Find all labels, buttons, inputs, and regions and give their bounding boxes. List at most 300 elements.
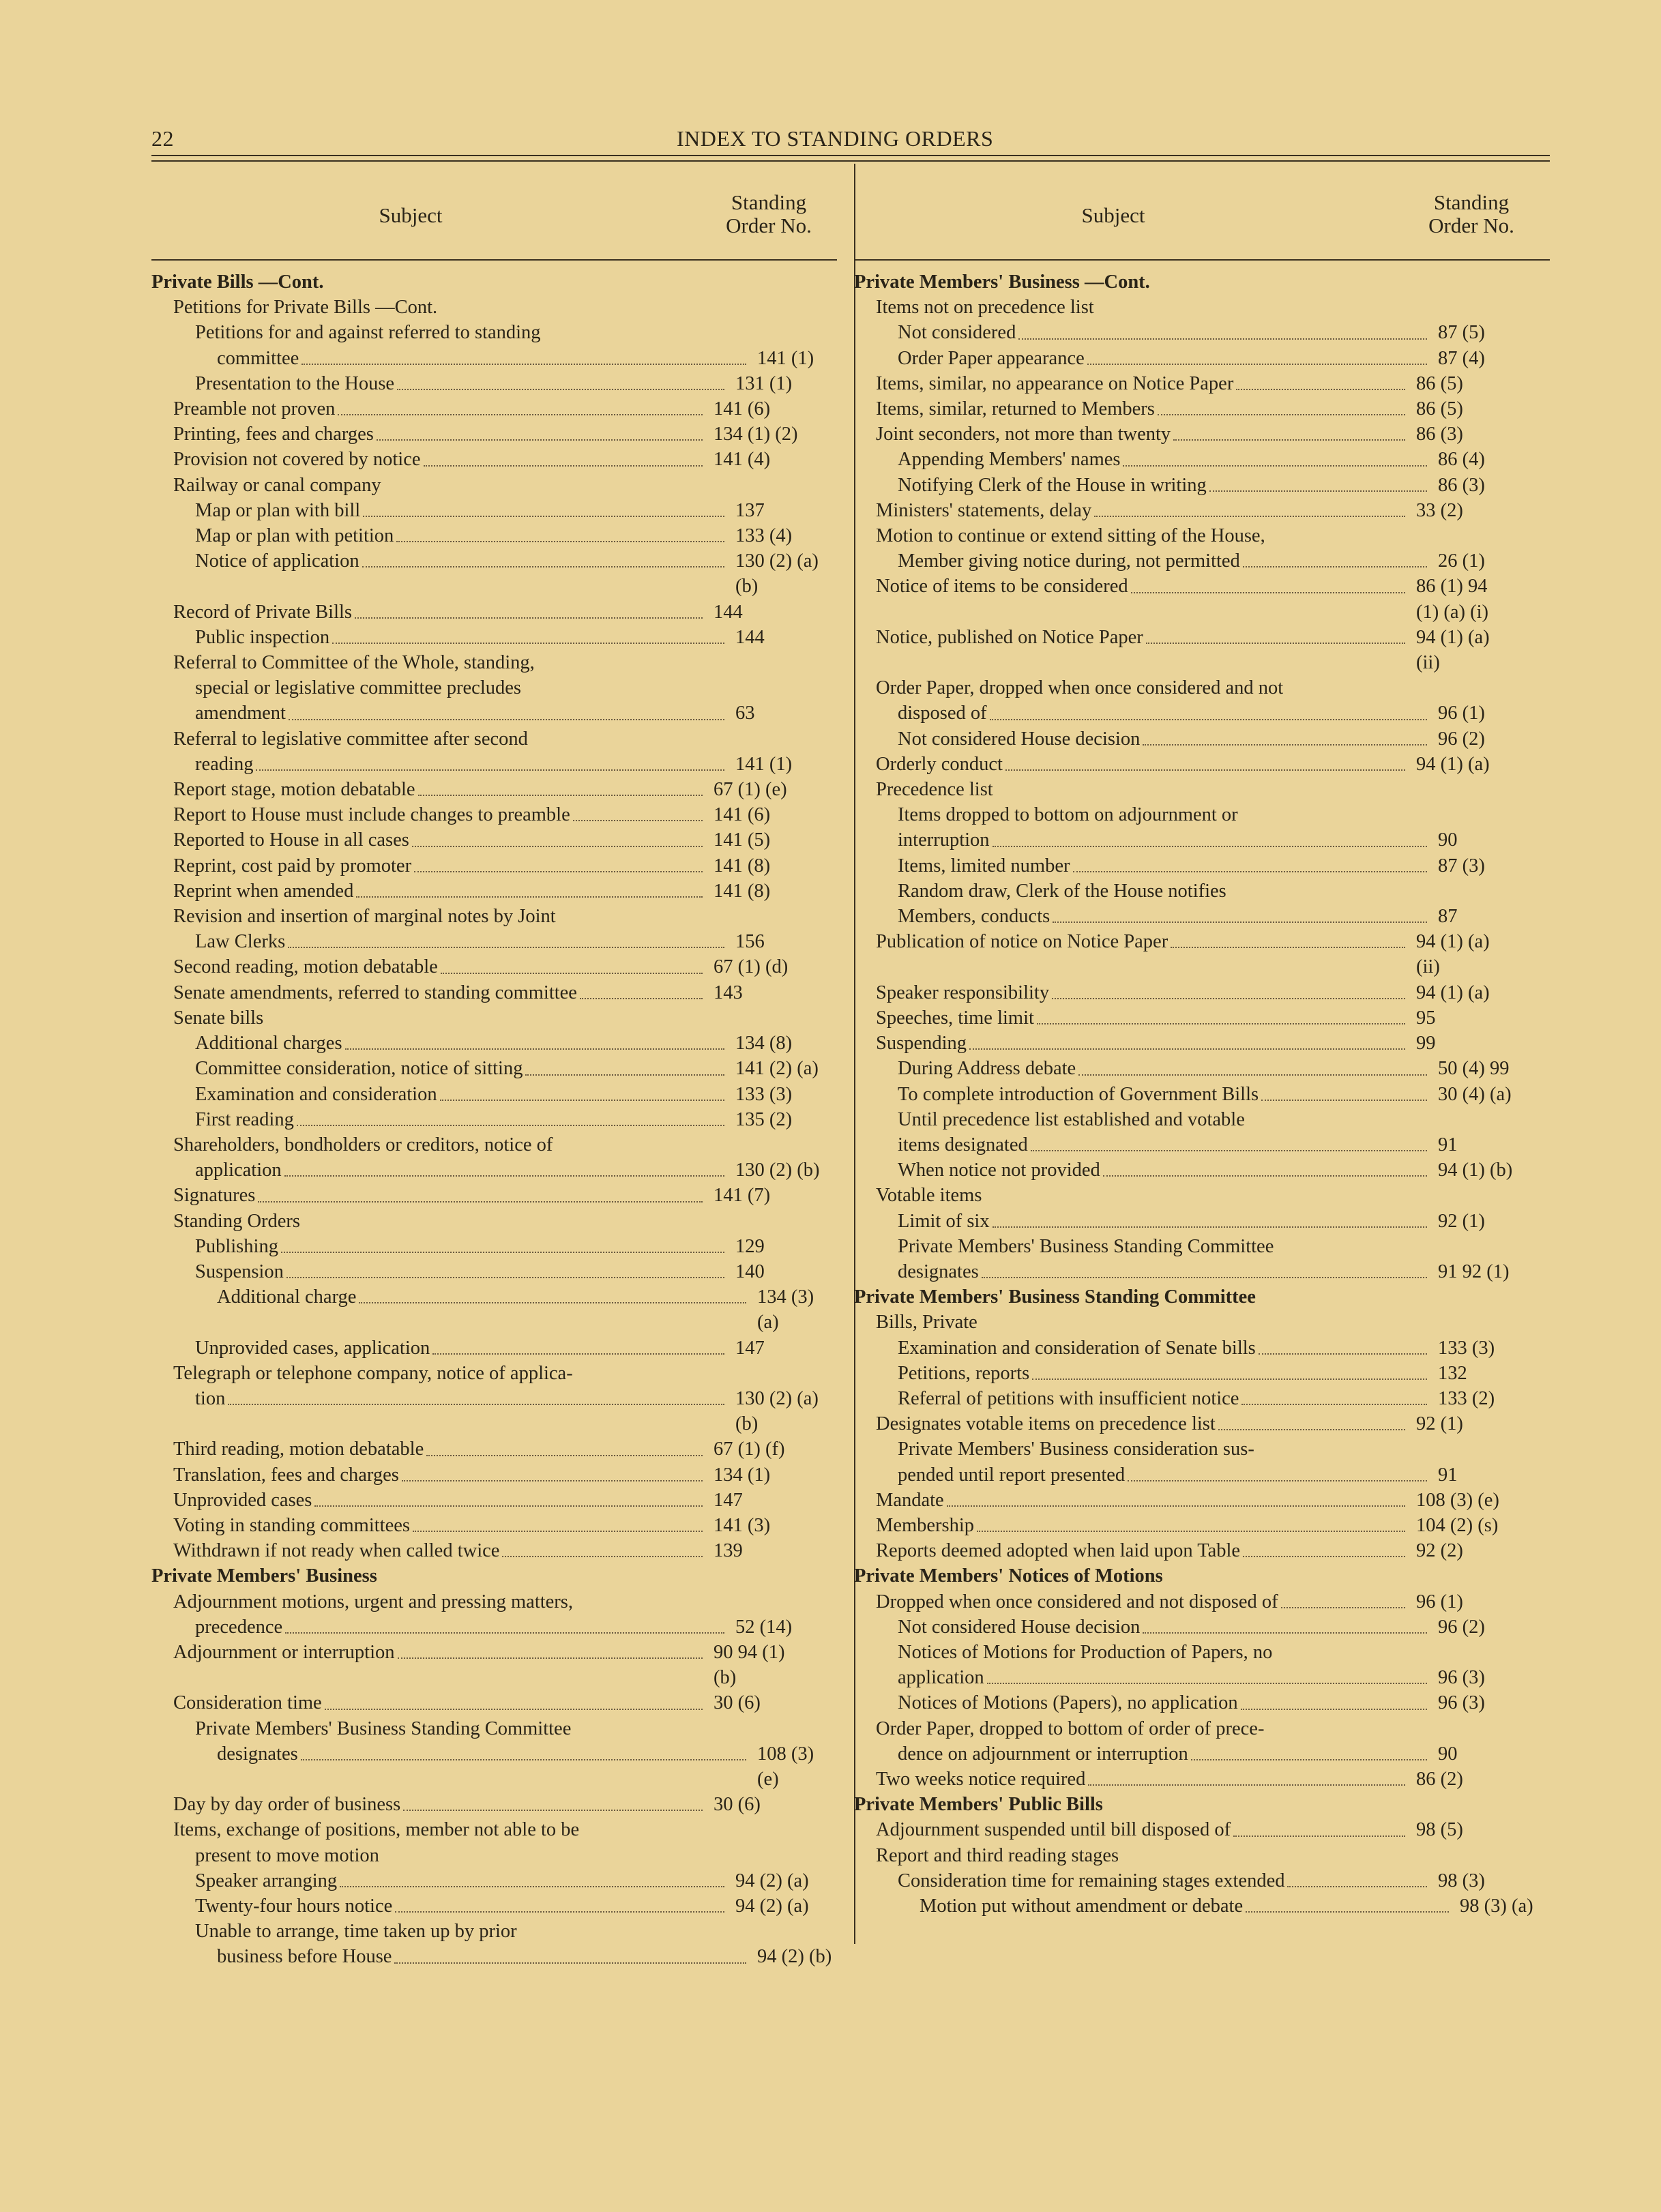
entry-label: Consideration time for remaining stages extended xyxy=(898,1870,1285,1891)
index-entry xyxy=(854,879,1540,904)
entry-label: Items, similar, no appearance on Notice Paper xyxy=(876,372,1234,394)
entry-subject xyxy=(854,1132,1430,1157)
entry-order-number: 141 (5) xyxy=(714,829,771,851)
entry-subject xyxy=(151,1893,727,1919)
entry-order-number: 96 (2) xyxy=(1438,728,1485,750)
index-entry xyxy=(854,726,1540,752)
entry-heading: Private Members' Business xyxy=(151,1565,377,1587)
entry-subject xyxy=(854,1259,1430,1284)
index-entry xyxy=(151,701,837,726)
index-entry xyxy=(151,1031,837,1056)
entry-subject xyxy=(854,1462,1430,1488)
index-entry xyxy=(151,498,837,523)
index-entry xyxy=(854,980,1540,1005)
entry-subject xyxy=(151,1640,705,1665)
index-entry xyxy=(854,1005,1540,1031)
leader-dots xyxy=(1037,1005,1405,1024)
entry-subject xyxy=(854,1741,1430,1767)
leader-dots xyxy=(1281,1589,1405,1608)
entry-subject xyxy=(151,1944,749,1969)
entry-label: Two weeks notice required xyxy=(876,1768,1086,1790)
entry-subject xyxy=(854,1690,1430,1715)
entry-order-number: 141 (1) xyxy=(757,347,814,369)
entry-label: When notice not provided xyxy=(898,1160,1100,1181)
entry-subject xyxy=(151,1336,727,1361)
entry-order-number: 141 (6) xyxy=(714,804,771,826)
entry-order-number: 87 (3) xyxy=(1438,855,1485,876)
entry-subject xyxy=(151,1589,705,1614)
entry-order-number: 67 (1) (d) xyxy=(714,956,789,978)
entry-label: Senate bills xyxy=(173,1007,264,1029)
standing-order-header xyxy=(1393,191,1550,237)
entry-subject xyxy=(151,1868,727,1893)
entry-subject xyxy=(854,827,1430,853)
entry-label: Telegraph or telephone company, notice of applica- xyxy=(173,1362,573,1384)
index-entry xyxy=(854,295,1540,320)
leader-dots xyxy=(1218,1411,1405,1430)
entry-label: Private Members' Business Standing Committee xyxy=(898,1235,1274,1257)
index-entry xyxy=(151,473,837,498)
entry-order-number: (b) xyxy=(735,576,759,598)
entry-order-number: 140 xyxy=(735,1260,765,1282)
leader-dots xyxy=(356,879,703,898)
standing-order-header-line2: Order No. xyxy=(726,213,812,237)
index-entry xyxy=(854,1792,1540,1817)
leader-dots xyxy=(418,777,703,796)
entry-subject xyxy=(151,320,727,345)
entry-label: Publication of notice on Notice Paper xyxy=(876,931,1168,953)
entry-subject xyxy=(151,1716,727,1741)
leader-dots xyxy=(363,498,724,517)
entry-subject xyxy=(151,1436,705,1462)
index-entry xyxy=(151,929,837,954)
leader-dots xyxy=(1088,1767,1405,1786)
entry-subject xyxy=(151,701,727,726)
leader-dots xyxy=(297,1107,724,1126)
leader-dots xyxy=(258,1183,703,1202)
entry-order-number: 131 (1) xyxy=(735,372,793,394)
entry-subject xyxy=(854,879,1430,904)
entry-subject xyxy=(854,269,1386,295)
entry-subject xyxy=(151,1157,727,1183)
entry-subject xyxy=(151,726,705,752)
entry-label: pended until report presented xyxy=(898,1464,1126,1486)
leader-dots xyxy=(1018,320,1427,339)
entry-subject xyxy=(151,1259,727,1284)
entry-label: Bills, Private xyxy=(876,1312,978,1333)
leader-dots xyxy=(993,1209,1427,1228)
leader-dots xyxy=(1241,1690,1427,1709)
entry-label: business before House xyxy=(217,1946,392,1968)
entry-subject xyxy=(854,1614,1430,1640)
entry-subject xyxy=(854,1310,1408,1335)
entry-order-number: 130 (2) (a) xyxy=(735,1387,819,1409)
entry-subject xyxy=(854,1563,1386,1589)
index-entry xyxy=(854,523,1540,548)
index-entry xyxy=(151,1361,837,1386)
index-entry xyxy=(854,1436,1540,1462)
entry-label: Unable to arrange, time taken up by prior xyxy=(195,1921,517,1943)
entry-label: Reports deemed adopted when laid upon Table xyxy=(876,1540,1241,1562)
entry-label: special or legislative committee precludes xyxy=(195,677,521,699)
entry-order-number: 130 (2) (b) xyxy=(735,1160,820,1181)
entry-order-number: 91 92 (1) xyxy=(1438,1260,1510,1282)
entry-subject xyxy=(854,1411,1408,1436)
entry-order-number: 147 xyxy=(735,1337,765,1359)
entry-subject xyxy=(854,295,1408,320)
index-entry xyxy=(854,1310,1540,1335)
entry-label: Votable items xyxy=(876,1185,982,1207)
leader-dots xyxy=(1053,904,1427,923)
entry-order-number: 96 (2) xyxy=(1438,1616,1485,1638)
index-entry xyxy=(854,1589,1540,1614)
index-entry xyxy=(151,1792,837,1817)
leader-dots xyxy=(302,346,746,365)
entry-label: Committee consideration, notice of sitting xyxy=(195,1058,523,1080)
entry-label: Additional charges xyxy=(195,1033,342,1055)
entry-subject xyxy=(854,1817,1408,1842)
leader-dots xyxy=(969,1031,1405,1050)
entry-label: committee xyxy=(217,347,299,369)
entry-order-number: 94 (2) (b) xyxy=(757,1946,832,1968)
leader-dots xyxy=(285,1614,724,1634)
entry-order-number: 133 (4) xyxy=(735,525,793,547)
leader-dots xyxy=(228,1386,724,1405)
index-entry xyxy=(854,1209,1540,1234)
entry-subject xyxy=(854,548,1430,574)
entry-label: Referral of petitions with insufficient notice xyxy=(898,1387,1239,1409)
entry-order-number: 94 (1) (a) xyxy=(1416,931,1490,953)
index-entry xyxy=(151,726,837,752)
leader-dots xyxy=(1143,726,1427,746)
left-column-header xyxy=(151,164,837,259)
entry-order-number: 134 (8) xyxy=(735,1033,793,1055)
entry-subject xyxy=(854,929,1408,954)
entry-subject xyxy=(854,1336,1430,1361)
entry-label: present to move motion xyxy=(195,1844,379,1866)
leader-dots xyxy=(359,1284,746,1303)
entry-subject xyxy=(854,726,1430,752)
entry-order-number: 134 (1) (2) xyxy=(714,424,798,445)
entry-subject xyxy=(151,1361,705,1386)
entry-order-number: 98 (5) xyxy=(1416,1819,1463,1841)
entry-order-number: 141 (6) xyxy=(714,398,771,420)
leader-dots xyxy=(377,422,703,441)
entry-subject xyxy=(854,1513,1408,1538)
leader-dots xyxy=(332,625,724,644)
index-entry xyxy=(854,1056,1540,1081)
index-entry xyxy=(151,1209,837,1234)
leader-dots xyxy=(1128,1462,1427,1481)
leader-dots xyxy=(424,447,703,466)
leader-dots xyxy=(345,1031,724,1050)
entry-subject xyxy=(854,625,1408,650)
index-entry xyxy=(854,1868,1540,1893)
entry-subject xyxy=(854,701,1430,726)
index-entry xyxy=(854,701,1540,726)
leader-dots xyxy=(441,954,703,973)
index-page xyxy=(151,0,1550,2212)
entry-label: Appending Members' names xyxy=(898,449,1121,471)
entry-label: Notifying Clerk of the House in writing xyxy=(898,474,1207,496)
entry-label: Unprovided cases xyxy=(173,1489,312,1511)
entry-label: designates xyxy=(217,1743,298,1765)
index-entry xyxy=(854,600,1540,625)
entry-label: Orderly conduct xyxy=(876,753,1003,775)
entry-subject xyxy=(151,498,727,523)
entry-label: Signatures xyxy=(173,1185,256,1207)
leader-dots xyxy=(1191,1741,1427,1760)
entry-subject xyxy=(151,396,705,422)
entry-subject xyxy=(151,1614,727,1640)
entry-subject xyxy=(854,802,1430,827)
index-entry xyxy=(151,1488,837,1513)
entry-subject xyxy=(151,473,705,498)
entry-order-number: 94 (1) (b) xyxy=(1438,1160,1513,1181)
entry-order-number: 94 (1) (a) xyxy=(1416,982,1490,1003)
entry-label: Limit of six xyxy=(898,1210,990,1232)
index-entry xyxy=(854,675,1540,701)
index-entry xyxy=(151,269,837,295)
entry-label: disposed of xyxy=(898,703,987,724)
entry-subject xyxy=(854,1767,1408,1792)
leader-dots xyxy=(403,1792,703,1811)
index-entry xyxy=(151,1665,837,1690)
entry-order-number: 130 (2) (a) xyxy=(735,550,819,572)
leader-dots xyxy=(402,1462,703,1481)
entry-subject xyxy=(151,1209,705,1234)
entry-label: Revision and insertion of marginal notes by Joint xyxy=(173,906,556,928)
entry-order-number: 94 (2) (a) xyxy=(735,1896,809,1917)
entry-label: Order Paper, dropped when once considered and not xyxy=(876,677,1284,699)
entry-subject xyxy=(151,523,727,548)
entry-order-number: 33 (2) xyxy=(1416,499,1463,521)
index-entry xyxy=(151,346,837,371)
leader-dots xyxy=(982,1259,1427,1278)
entry-order-number: 135 (2) xyxy=(735,1108,793,1130)
entry-label: First reading xyxy=(195,1108,294,1130)
entry-subject xyxy=(151,548,727,574)
entry-label: Order Paper appearance xyxy=(898,347,1085,369)
index-entry xyxy=(151,802,837,827)
entry-label: Publishing xyxy=(195,1235,278,1257)
entry-label: Notice of items to be considered xyxy=(876,576,1128,598)
entry-subject xyxy=(151,600,705,625)
entry-label: Suspension xyxy=(195,1260,284,1282)
entry-subject xyxy=(151,1005,705,1031)
leader-dots xyxy=(990,701,1427,720)
entry-subject xyxy=(151,929,727,954)
entry-order-number: 95 xyxy=(1416,1007,1436,1029)
entry-subject xyxy=(854,1209,1430,1234)
entry-subject xyxy=(854,1436,1430,1462)
entry-subject xyxy=(854,980,1408,1005)
leader-dots xyxy=(1259,1336,1427,1355)
entry-label: Joint seconders, not more than twenty xyxy=(876,424,1171,445)
index-entry xyxy=(854,346,1540,371)
entry-subject xyxy=(151,853,705,879)
index-entry xyxy=(151,1868,837,1893)
leader-dots xyxy=(580,980,703,999)
entry-order-number: 104 (2) (s) xyxy=(1416,1514,1499,1536)
entry-order-number: 67 (1) (e) xyxy=(714,779,787,801)
leader-dots xyxy=(1005,752,1405,771)
leader-dots xyxy=(1209,473,1427,492)
index-entry xyxy=(151,1386,837,1411)
entry-label: Printing, fees and charges xyxy=(173,424,374,445)
index-entry xyxy=(151,295,837,320)
index-entry xyxy=(854,473,1540,498)
entry-label: tion xyxy=(195,1387,226,1409)
index-entry xyxy=(151,675,837,701)
index-entry xyxy=(854,447,1540,472)
entry-order-number: 132 xyxy=(1438,1362,1467,1384)
entry-subject xyxy=(151,1234,727,1259)
entry-order-number: 50 (4) 99 xyxy=(1438,1058,1510,1080)
index-entry xyxy=(151,879,837,904)
index-entry xyxy=(151,1716,837,1741)
entry-subject xyxy=(151,1741,749,1767)
entry-subject xyxy=(854,1893,1452,1919)
entry-order-number: 129 xyxy=(735,1235,765,1257)
entry-order-number: 87 (5) xyxy=(1438,322,1485,344)
entry-subject xyxy=(854,1056,1430,1081)
entry-subject xyxy=(151,269,683,295)
entry-order-number: 86 (5) xyxy=(1416,398,1463,420)
leader-dots xyxy=(394,1944,746,1963)
entry-subject xyxy=(151,879,705,904)
entry-label: Map or plan with petition xyxy=(195,525,394,547)
leader-dots xyxy=(340,1868,724,1887)
index-entry xyxy=(151,1436,837,1462)
entry-order-number: 90 xyxy=(1438,1743,1458,1765)
entry-label: Items not on precedence list xyxy=(876,297,1094,319)
leader-dots xyxy=(412,827,703,846)
entry-order-number: 52 (14) xyxy=(735,1616,793,1638)
entry-order-number: 30 (6) xyxy=(714,1794,761,1816)
index-entry xyxy=(151,1614,837,1640)
entry-label: Presentation to the House xyxy=(195,372,395,394)
index-entry xyxy=(151,548,837,574)
entry-label: Precedence list xyxy=(876,779,993,801)
entry-order-number: 86 (4) xyxy=(1438,449,1485,471)
index-entry xyxy=(151,1462,837,1488)
index-entry xyxy=(854,1640,1540,1665)
index-entry xyxy=(151,1336,837,1361)
entry-label: Standing Orders xyxy=(173,1210,301,1232)
entry-subject xyxy=(854,1031,1408,1056)
index-entry xyxy=(151,1589,837,1614)
leader-dots xyxy=(1158,396,1405,415)
entry-order-number: 98 (3) (a) xyxy=(1460,1896,1533,1917)
running-title: INDEX TO STANDING ORDERS xyxy=(677,126,994,151)
entry-order-number: 26 (1) xyxy=(1438,550,1485,572)
index-entry xyxy=(854,269,1540,295)
index-entry xyxy=(151,396,837,422)
index-entry xyxy=(854,802,1540,827)
entry-label: Voting in standing committees xyxy=(173,1514,410,1536)
entry-label: Motion to continue or extend sitting of the House, xyxy=(876,525,1265,547)
entry-subject xyxy=(151,1056,727,1081)
entry-label: Senate amendments, referred to standing committee xyxy=(173,982,577,1003)
index-entry xyxy=(151,1741,837,1792)
entry-order-number: 96 (3) xyxy=(1438,1692,1485,1714)
entry-subject xyxy=(854,523,1408,548)
leader-dots xyxy=(977,1513,1405,1532)
entry-label: Examination and consideration of Senate bills xyxy=(898,1337,1256,1359)
entry-label: Twenty-four hours notice xyxy=(195,1896,393,1917)
entry-order-number: 156 xyxy=(735,931,765,953)
entry-subject xyxy=(854,904,1430,929)
leader-dots xyxy=(256,752,724,771)
entry-subject xyxy=(151,1919,727,1944)
entry-subject xyxy=(854,777,1408,802)
entry-order-number: 144 xyxy=(714,601,743,623)
entry-subject xyxy=(151,422,705,447)
entry-order-number: 141 (3) xyxy=(714,1514,771,1536)
entry-subject xyxy=(854,1386,1430,1411)
index-entry xyxy=(854,371,1540,396)
right-entry-list xyxy=(854,269,1540,1919)
entry-subject xyxy=(151,1183,705,1208)
entry-order-number: 92 (2) xyxy=(1416,1540,1463,1562)
entry-subject xyxy=(151,1082,727,1107)
left-column xyxy=(151,164,837,1968)
entry-order-number: 92 (1) xyxy=(1416,1413,1463,1435)
index-entry xyxy=(151,320,837,345)
standing-order-header-line2: Order No. xyxy=(1428,213,1514,237)
entry-subject xyxy=(854,346,1430,371)
entry-label: Order Paper, dropped to bottom of order of prece- xyxy=(876,1717,1265,1739)
entry-label: Day by day order of business xyxy=(173,1794,401,1816)
entry-subject xyxy=(151,1690,705,1715)
entry-subject xyxy=(854,1843,1408,1868)
entry-subject xyxy=(854,853,1430,879)
entry-order-number: 144 xyxy=(735,626,765,648)
index-entry xyxy=(151,523,837,548)
entry-order-number: 87 (4) xyxy=(1438,347,1485,369)
entry-subject xyxy=(854,752,1408,777)
entry-label: application xyxy=(898,1667,984,1689)
entry-subject xyxy=(151,1792,705,1817)
index-entry xyxy=(854,574,1540,599)
entry-label: Reported to House in all cases xyxy=(173,829,409,851)
leader-dots xyxy=(338,396,703,415)
entry-subject xyxy=(854,1488,1408,1513)
entry-label: designates xyxy=(898,1260,979,1282)
entry-subject xyxy=(151,954,705,979)
entry-label: Third reading, motion debatable xyxy=(173,1439,424,1460)
leader-dots xyxy=(1123,447,1427,466)
entry-label: reading xyxy=(195,753,254,775)
entry-order-number: 86 (5) xyxy=(1416,372,1463,394)
leader-dots xyxy=(1243,1538,1405,1557)
entry-subject xyxy=(854,1082,1430,1107)
entry-order-number: 141 (2) (a) xyxy=(735,1058,819,1080)
entry-label: Record of Private Bills xyxy=(173,601,352,623)
leader-dots xyxy=(325,1690,703,1709)
entry-subject xyxy=(854,1183,1408,1208)
entry-order-number: 90 94 (1) xyxy=(714,1641,785,1663)
entry-label: Speaker arranging xyxy=(195,1870,338,1891)
entry-label: Private Members' Business Standing Committee xyxy=(195,1717,572,1739)
leader-dots xyxy=(286,1259,724,1278)
entry-order-number: 141 (4) xyxy=(714,449,771,471)
entry-label: Referral to legislative committee after second xyxy=(173,728,528,750)
entry-order-number: 96 (1) xyxy=(1416,1591,1463,1612)
index-entry xyxy=(854,1538,1540,1563)
entry-label: items designated xyxy=(898,1134,1028,1155)
